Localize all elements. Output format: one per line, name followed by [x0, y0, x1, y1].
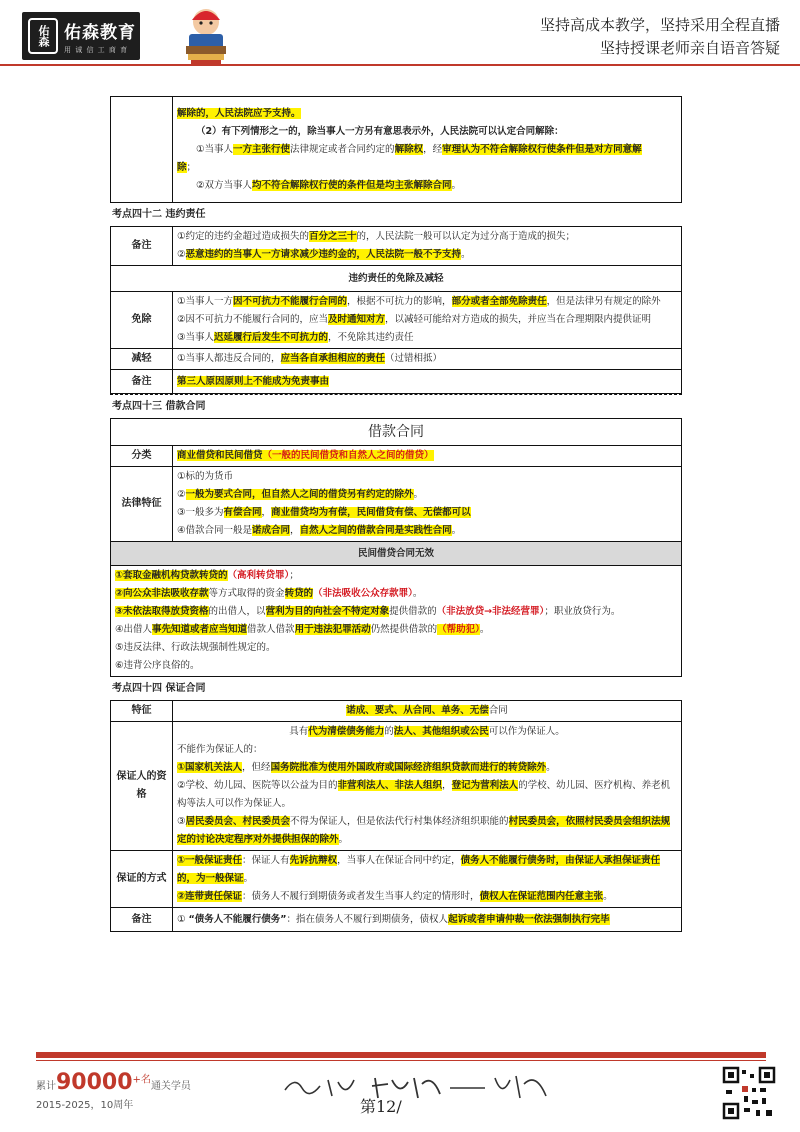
termination-line-1: 解除的，人民法院应予支持。 — [177, 107, 301, 119]
text-fragment: ③一般多为 — [177, 507, 224, 518]
text-fragment: 不得为保证人，但是依法代行村集体经济组织职能的 — [290, 816, 509, 827]
text-highlight: 商业借贷均为有偿，民间借贷有偿、无偿都可以 — [271, 507, 471, 518]
loan-contract-table — [110, 418, 682, 677]
loan-table-title: 借款合同 — [111, 419, 682, 446]
text-fragment: ； — [186, 161, 197, 173]
guarantor-qualification-label: 保证人的资格 — [111, 722, 173, 851]
text-fragment: ，根据不可抗力的影响， — [347, 296, 452, 307]
text-fragment: ③当事人 — [177, 332, 215, 343]
text-fragment: 可以作为保证人。 — [488, 726, 565, 737]
text-highlight: 审理认为不符合解除权行使条件但是对方同意解 — [442, 143, 642, 155]
qr-code-icon — [722, 1066, 776, 1120]
page-number: 第12/ — [360, 1097, 402, 1116]
handwritten-signature-icon — [280, 1068, 560, 1104]
text-highlight: 及时通知对方 — [328, 314, 386, 325]
text-fragment: 借款人借款 — [247, 624, 295, 635]
text-highlight: 部分或者全部免除责任 — [451, 296, 547, 307]
remark-label: 备注 — [111, 227, 173, 266]
text-fragment: ② — [177, 489, 186, 500]
guarantee-method-content — [173, 851, 682, 908]
text-highlight: ①套取金融机构贷款转贷的 — [115, 570, 228, 581]
text-highlight: 因不可抗力不能履行合同的 — [233, 296, 348, 307]
legal-features-label: 法律特征 — [111, 467, 173, 542]
dashed-separator — [110, 394, 682, 395]
text-highlight: 均不符合解除权行使的条件但是均主张解除合同 — [252, 179, 452, 191]
text-fragment: ④借款合同一般是 — [177, 525, 253, 536]
text-fragment: 的学校、幼儿园、医疗机构、养老机构等法人可以作为保证人。 — [177, 780, 671, 809]
exemption-label: 免除 — [111, 292, 173, 349]
remark2-label: 备注 — [111, 370, 173, 394]
text-highlight: 事先知道或者应当知道 — [152, 624, 248, 635]
remark2-content — [173, 370, 682, 394]
count-prefix: 累计 — [36, 1081, 56, 1092]
guarantee-method-label: 保证的方式 — [111, 851, 173, 908]
text-fragment: 。 — [243, 873, 254, 884]
text-highlight: 应当各自承担相应的责任 — [280, 353, 386, 364]
text-fragment: 。 — [412, 588, 423, 599]
text-highlight: 非营利法人、非法人组织 — [337, 780, 443, 791]
page-header — [0, 0, 800, 80]
count-suffix: 通关学员 — [150, 1081, 191, 1092]
footer-divider — [36, 1052, 766, 1058]
text-fragment: ， — [290, 525, 300, 536]
text-red: （非法吸收公众存款罪） — [313, 588, 413, 599]
exemption-content — [173, 292, 682, 349]
text-highlight: 百分之三十 — [309, 231, 357, 242]
text-red: （帮助犯） — [437, 624, 480, 635]
text-fragment: 。 — [603, 891, 613, 902]
text-fragment: 的出借人，以 — [208, 606, 266, 617]
reduction-content — [173, 349, 682, 370]
breach-liability-table — [110, 226, 682, 394]
text-highlight: 商业借贷和民间借贷 — [177, 450, 263, 461]
invalid-item-5: ⑤违反法律、行政法规强制性规定的。 — [115, 642, 276, 653]
text-highlight: 先诉抗辩权 — [289, 855, 338, 866]
text-red: （高利转贷罪） — [227, 570, 290, 581]
text-fragment: 。 — [451, 179, 462, 191]
text-fragment: 。 — [338, 834, 349, 845]
slogan-line-2: 坚持授课老师亲自语音答疑 — [599, 39, 780, 57]
invalid-loan-title: 民间借贷合同无效 — [111, 542, 682, 566]
text-fragment: 的，人民法院一般可以认定为过分高于造成的损失； — [356, 231, 576, 242]
text-fragment: ， — [261, 507, 272, 518]
text-fragment: ③ — [177, 816, 186, 827]
text-fragment: ； — [289, 570, 299, 581]
text-highlight: ②连带责任保证 — [177, 891, 243, 902]
section-heading-44: 考点四十四 保证合同 — [112, 683, 206, 694]
guarantee-contract-table — [110, 700, 682, 932]
text-fragment: ，但是法律另有规定的除外 — [546, 296, 661, 307]
count-years: 2015-2025，10周年 — [36, 1100, 134, 1111]
invalid-item-6: ⑥违背公序良俗的。 — [115, 660, 200, 671]
text-fragment: ：保证人有 — [242, 855, 290, 866]
count-plus: +名 — [132, 1074, 151, 1086]
text-highlight: 恶意违约的当事人一方请求减少违约金的，人民法院一般不予支持 — [185, 249, 462, 260]
text-highlight: 起诉或者申请仲裁一依法强制执行完毕 — [448, 913, 610, 925]
text-fragment: 。 — [451, 525, 462, 536]
text-highlight: 债权人在保证范围内任意主张 — [479, 891, 604, 902]
text-highlight: 转贷的 — [284, 588, 314, 599]
text-fragment: ② — [177, 249, 186, 260]
text-highlight: 迟延履行后发生不可抗力的 — [214, 332, 329, 343]
text-highlight: 自然人之间的借款合同是实践性合同 — [299, 525, 452, 536]
text-fragment: ；职业放贷行为。 — [544, 606, 621, 617]
text-fragment: ，经 — [423, 143, 443, 155]
count-value: 90000 — [56, 1070, 133, 1095]
text-highlight: 诺成、要式、从合同、单务、无偿 — [346, 705, 489, 716]
text-highlight: 营利为目的向社会不特定对象 — [265, 606, 390, 617]
section-heading-43: 考点四十三 借款合同 — [112, 401, 206, 412]
text-fragment: 提供借款的 — [389, 606, 437, 617]
mascot-icon — [183, 6, 229, 68]
text-highlight: 居民委员会、村民委员会 — [185, 816, 291, 827]
legal-features-content — [173, 467, 682, 542]
guarantee-features-label: 特征 — [111, 701, 173, 722]
text-fragment: ②双方当事人 — [196, 179, 253, 191]
text-highlight: 一般为要式合同，但自然人之间的借贷另有约定的除外 — [185, 489, 414, 500]
section-heading-42: 考点四十二 违约责任 — [112, 209, 206, 220]
header-slogan — [540, 14, 780, 60]
text-fragment: 。 — [461, 249, 471, 260]
text-fragment: 。 — [413, 489, 424, 500]
logo-tagline: 用 诚 信 工 商 育 — [64, 45, 129, 54]
text-highlight: 村民委员会，依照村民委员会组织法规定的讨论决定程序对外提供担保的除外 — [177, 816, 671, 845]
exemption-subtitle: 违约责任的免除及减轻 — [111, 266, 682, 292]
text-highlight: ①国家机关法人 — [177, 762, 243, 773]
invalid-loan-content — [111, 566, 682, 677]
text-fragment: 等方式取得的资金 — [208, 588, 285, 599]
text-highlight: ③未依法取得放贷资格 — [115, 606, 209, 617]
text-fragment: ，以减轻可能给对方造成的损失，并应当在合理期限内提供证明 — [385, 314, 652, 325]
text-fragment: 合同 — [488, 705, 508, 716]
text-red: （非法放贷→非法经营罪） — [436, 606, 545, 617]
termination-content — [173, 97, 682, 203]
text-fragment: 仍然提供借款的 — [370, 624, 438, 635]
contract-termination-table — [110, 96, 682, 203]
brand-logo — [22, 12, 140, 60]
text-fragment: ，不免除其违约责任 — [328, 332, 414, 343]
empty-label-cell — [111, 97, 173, 203]
document-body — [110, 96, 682, 932]
termination-line-2: （2）有下列情形之一的，除当事人一方另有意思表示外，人民法院可以认定合同解除： — [196, 125, 564, 137]
text-fragment: ②学校、幼儿园、医院等以公益为目的 — [177, 780, 338, 791]
text-fragment: ， — [442, 780, 452, 791]
text-highlight: 诺成合同 — [252, 525, 291, 536]
text-highlight: ②向公众非法吸收存款 — [115, 588, 209, 599]
text-fragment: 具有 — [289, 726, 309, 737]
text-fragment: ①当事人 — [196, 143, 234, 155]
guarantee-remark-label: 备注 — [111, 908, 173, 932]
text-fragment: ，当事人在保证合同中约定， — [337, 855, 461, 866]
classification-label: 分类 — [111, 446, 173, 467]
text-fragment: 。 — [479, 624, 490, 635]
text-highlight: 登记为营利法人 — [451, 780, 519, 791]
text-fragment: ④出借人 — [115, 624, 153, 635]
text-red: （一般的民间借贷和自然人之间的借贷） — [262, 450, 434, 461]
text-fragment: ，但经 — [242, 762, 271, 773]
footer-divider-thin — [36, 1060, 766, 1061]
text-highlight: ①一般保证责任 — [177, 855, 243, 866]
text-highlight: 解除权 — [394, 143, 424, 155]
remark-content — [173, 227, 682, 266]
text-fragment: 的 — [384, 726, 394, 737]
student-count-badge — [36, 1070, 191, 1111]
text-highlight: 第三人原因原则上不能成为免责事由 — [177, 375, 330, 387]
text-highlight: 债务人不能履行债务时，由保证人承担保证责任的，为一般保证 — [177, 855, 661, 884]
reduction-label: 减轻 — [111, 349, 173, 370]
text-fragment: 。 — [546, 762, 556, 773]
slogan-line-1: 坚持高成本教学，坚持采用全程直播 — [539, 16, 780, 34]
text-highlight: 代为清偿债务能力 — [308, 726, 385, 737]
classification-content — [173, 446, 682, 467]
text-highlight: 国务院批准为使用外国政府或国际经济组织贷款而进行的转贷除外 — [270, 762, 547, 773]
text-fragment: ①当事人都违反合同的， — [177, 353, 281, 364]
text-bold: “债务人不能履行债务” — [188, 913, 287, 925]
text-highlight: 用于违法犯罪活动 — [294, 624, 371, 635]
text-fragment: ①约定的违约金超过造成损失的 — [177, 231, 310, 242]
feature-1: ①标的为货币 — [177, 471, 234, 482]
text-fragment: （过错相抵） — [385, 353, 443, 364]
not-guarantor-intro: 不能作为保证人的： — [177, 744, 263, 755]
guarantee-features-content — [173, 701, 682, 722]
text-fragment: ②因不可抗力不能履行合同的，应当 — [177, 314, 329, 325]
text-highlight: 除 — [177, 161, 187, 173]
guarantor-qualification-content — [173, 722, 682, 851]
text-fragment: ①当事人一方 — [177, 296, 234, 307]
logo-seal: 佑森 — [28, 18, 58, 54]
header-divider — [0, 64, 800, 66]
logo-name: 佑森教育 — [64, 22, 136, 43]
text-fragment: ① — [177, 913, 189, 925]
text-highlight: 法人、其他组织或公民 — [393, 726, 489, 737]
text-highlight: 一方主张行使 — [233, 143, 291, 155]
text-fragment: ：债务人不履行到期债务或者发生当事人约定的情形时， — [242, 891, 480, 902]
text-fragment: 法律规定或者合同约定的 — [290, 143, 395, 155]
text-highlight: 有偿合同 — [223, 507, 262, 518]
text-fragment: ：指在债务人不履行到期债务，债权人 — [286, 913, 449, 925]
guarantee-remark-content — [173, 908, 682, 932]
